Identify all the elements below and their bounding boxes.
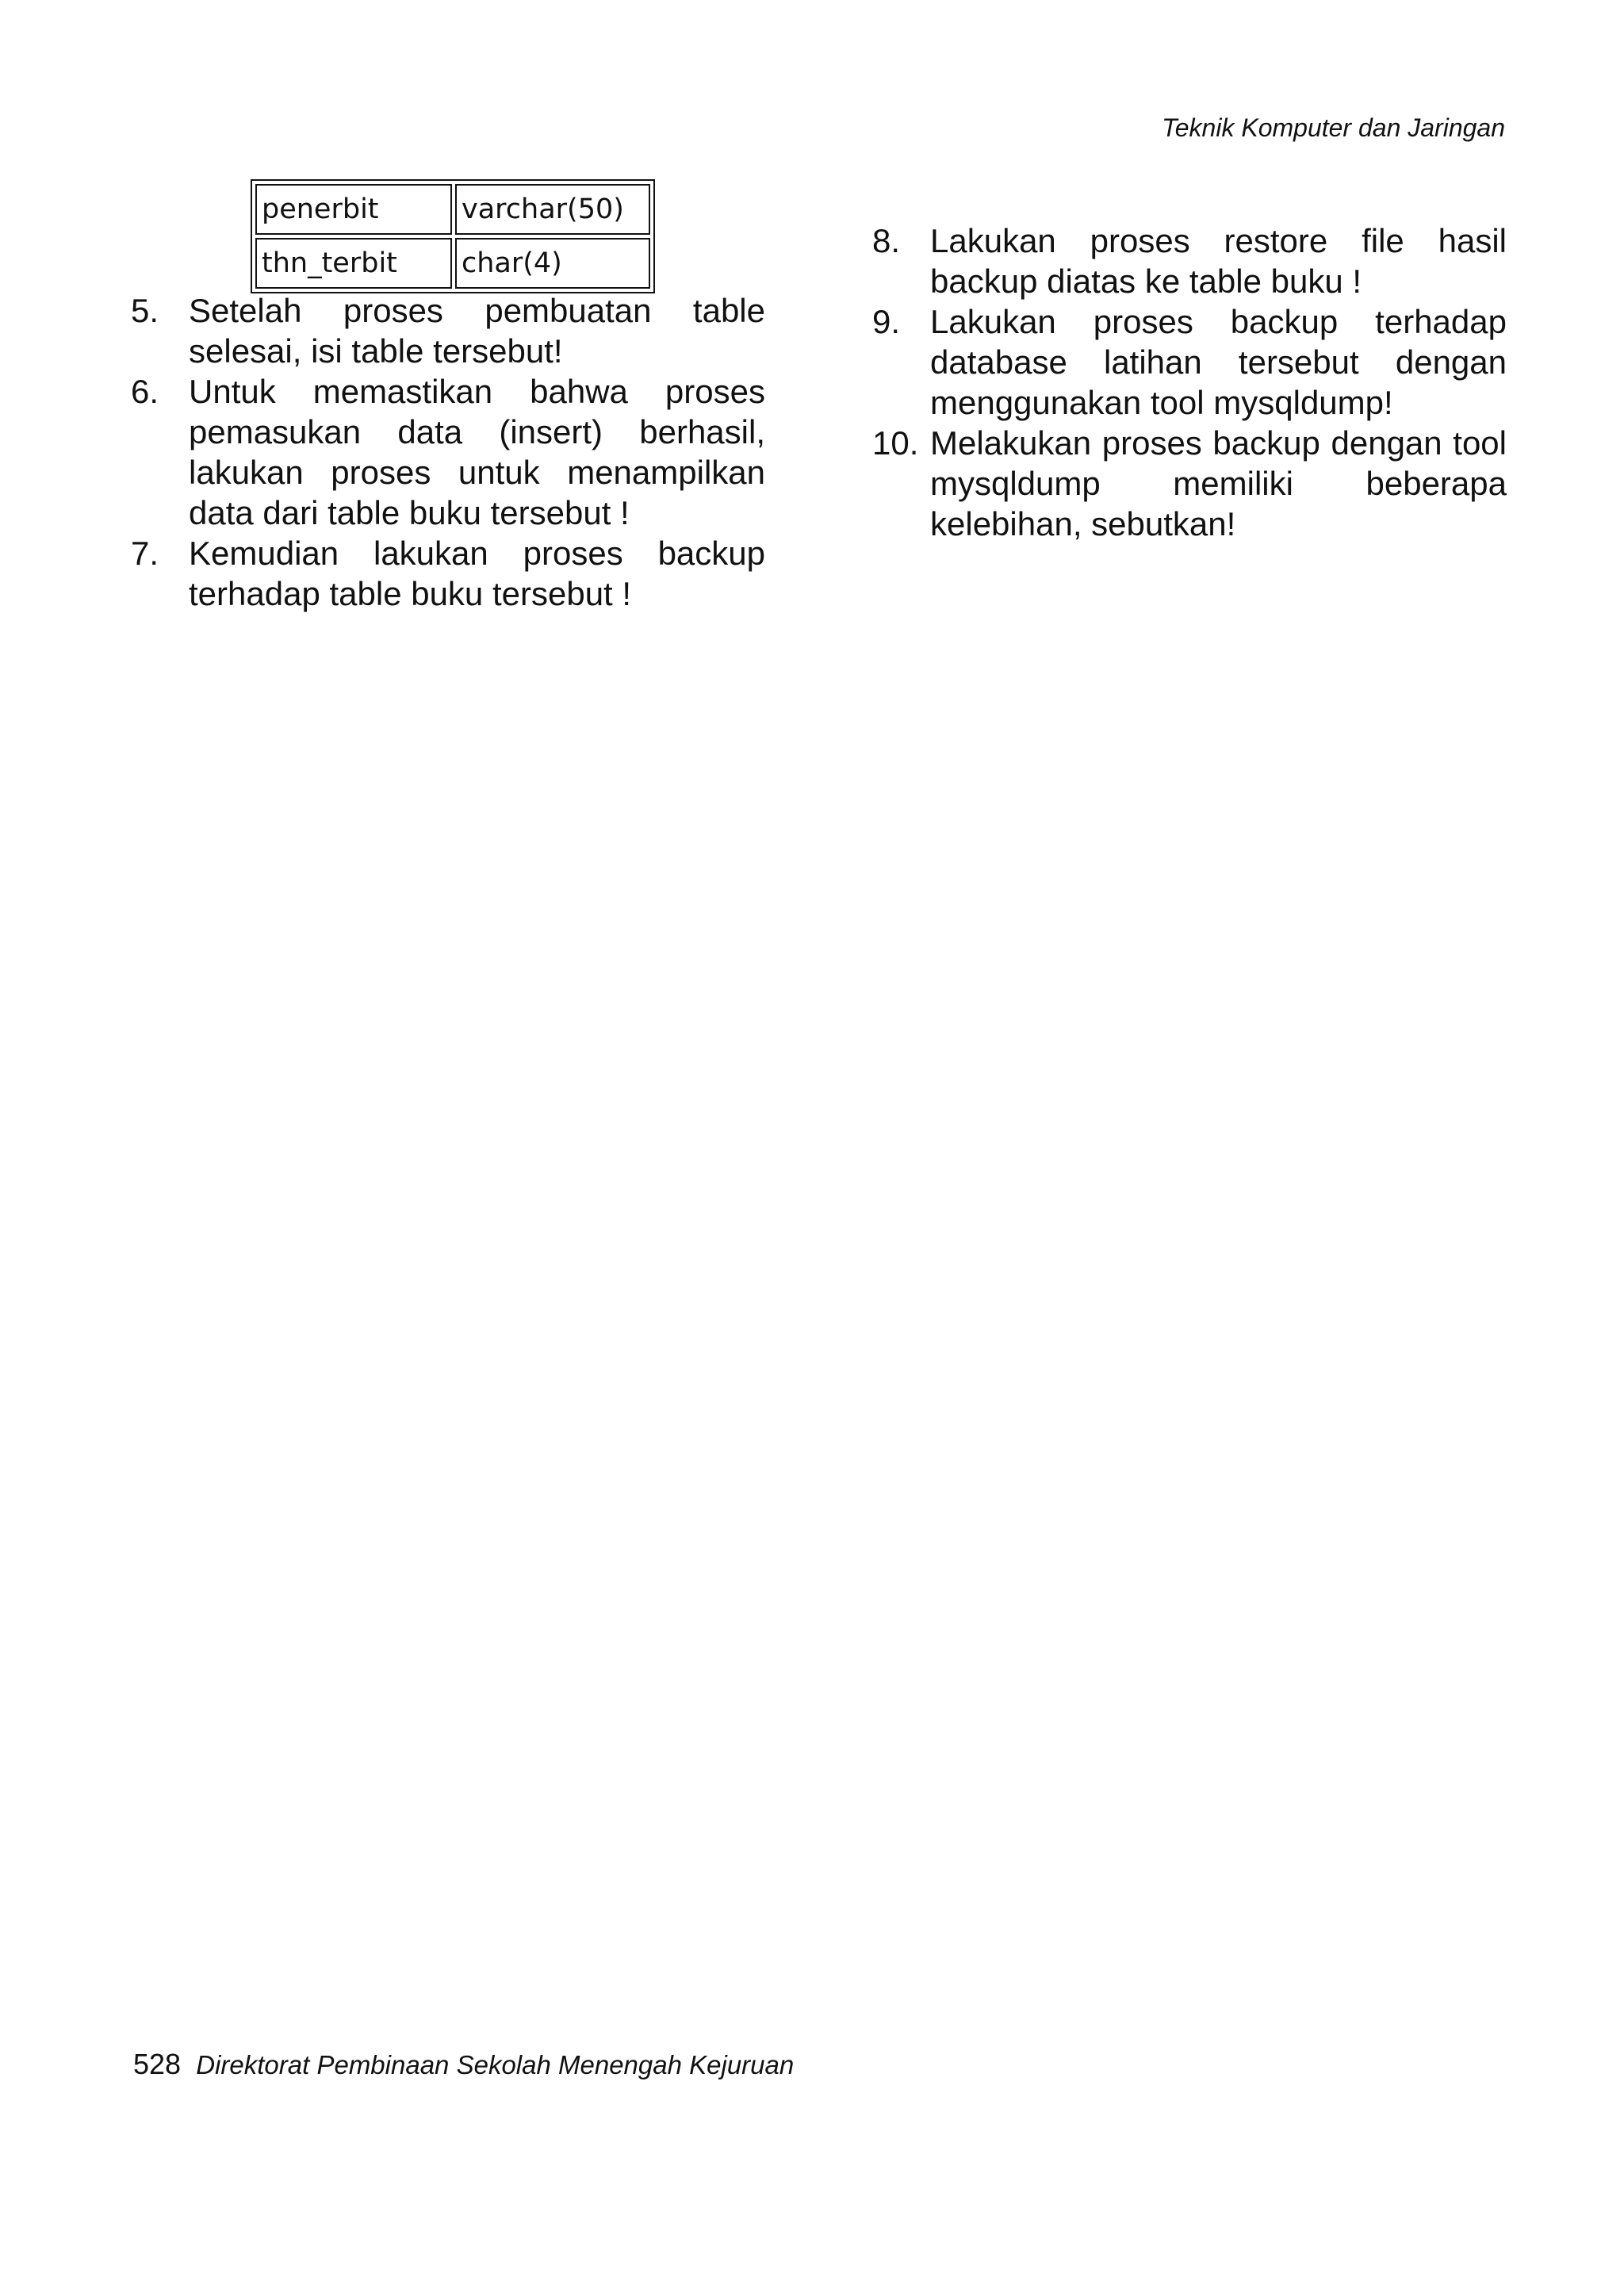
field-type-table — [251, 179, 655, 293]
running-header: Teknik Komputer dan Jaringan — [1162, 113, 1505, 142]
exercise-list-left — [131, 290, 765, 614]
list-item — [131, 533, 765, 614]
list-item — [131, 290, 765, 371]
left-column — [131, 290, 765, 614]
table-row — [255, 184, 650, 235]
list-item — [131, 371, 765, 533]
field-type-cell: char(4) — [455, 238, 650, 289]
list-item — [872, 423, 1507, 544]
table-row — [255, 238, 650, 289]
exercise-list-right — [872, 220, 1507, 544]
page-number: 528 — [133, 2048, 182, 2080]
item-text: Lakukan proses restore file hasil backup diatas ke table buku ! — [930, 222, 1507, 300]
item-number: 10. — [872, 424, 919, 462]
item-number: 7. — [131, 535, 159, 572]
list-item — [872, 301, 1507, 423]
field-type-cell: varchar(50) — [455, 184, 650, 235]
field-name-cell: penerbit — [255, 184, 452, 235]
item-text: Lakukan proses backup terhadap database latihan tersebut dengan menggunakan tool mysqldump! — [930, 303, 1507, 421]
item-number: 9. — [872, 303, 901, 340]
item-text: Melakukan proses backup dengan tool mysqldump memiliki beberapa kelebihan, sebutkan! — [930, 424, 1507, 542]
right-column — [872, 220, 1507, 544]
item-text: Kemudian lakukan proses backup terhadap table buku tersebut ! — [189, 535, 765, 612]
item-number: 8. — [872, 222, 901, 259]
item-number: 5. — [131, 292, 159, 329]
item-text: Untuk memastikan bahwa proses pemasukan data (insert) berhasil, lakukan proses untuk menampilkan data dari table buku tersebut ! — [189, 373, 765, 531]
page-footer — [133, 2049, 794, 2081]
list-item — [872, 220, 1507, 301]
footer-text: Direktorat Pembinaan Sekolah Menengah Kejuruan — [196, 2050, 795, 2079]
field-name-cell: thn_terbit — [255, 238, 452, 289]
item-text: Setelah proses pembuatan table selesai, isi table tersebut! — [189, 292, 765, 370]
item-number: 6. — [131, 373, 159, 410]
